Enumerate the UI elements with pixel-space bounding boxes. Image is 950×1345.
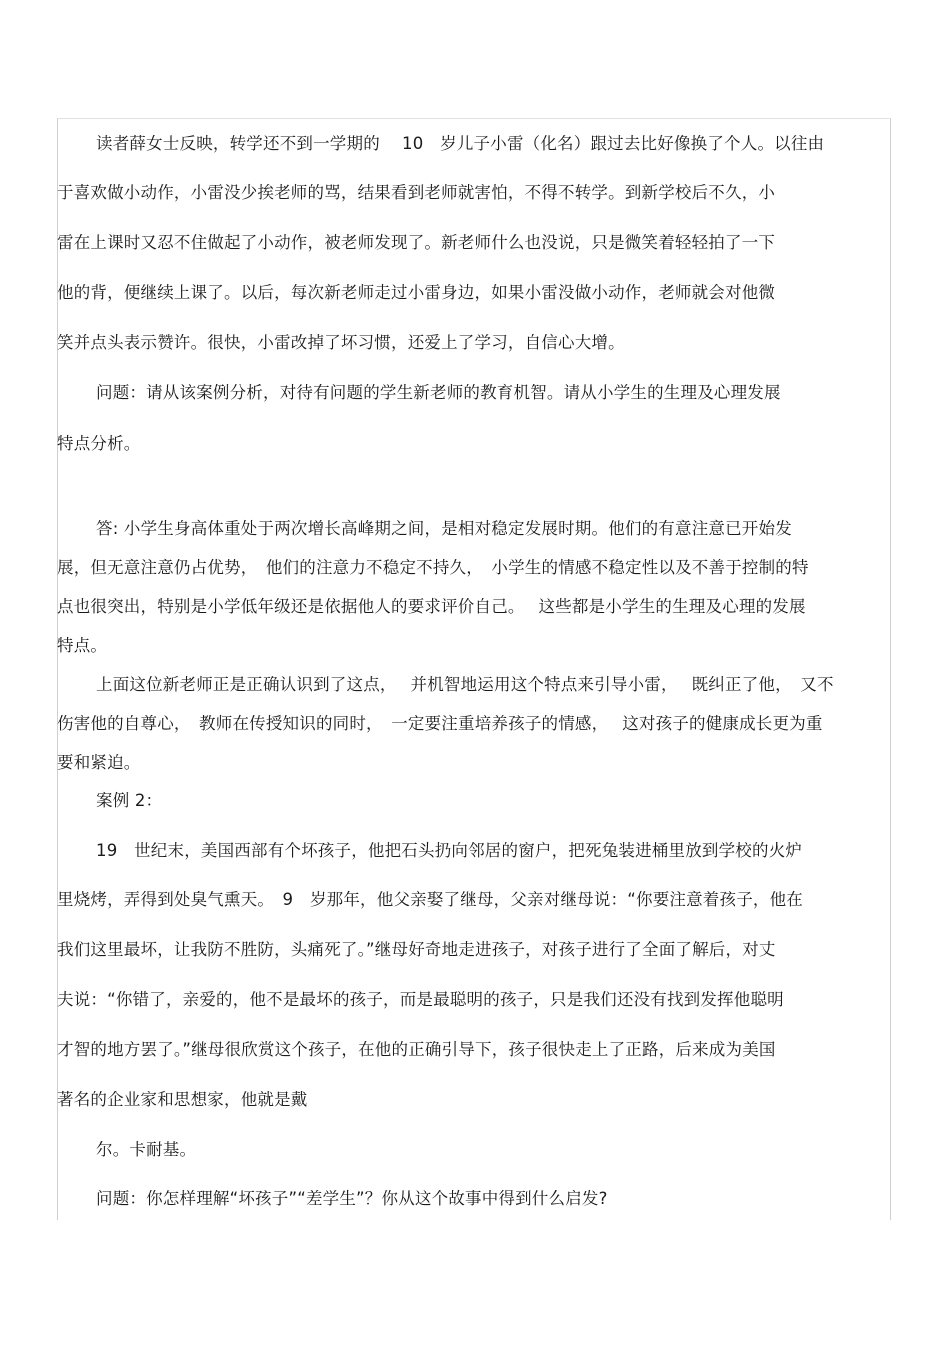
text-line: 里烧烤，弄得到处臭气熏天。 9 岁那年，他父亲娶了继母，父亲对继母说：“你要注意着孩子，他在 [57, 890, 803, 909]
text-line: 才智的地方罢了。”继母很欣赏这个孩子，在他的正确引导下，孩子很快走上了正路，后来成为美国 [57, 1040, 776, 1059]
text-line: 19 世纪末，美国西部有个坏孩子，他把石头扔向邻居的窗户，把死兔装进桶里放到学校的火炉 [96, 841, 803, 860]
text-line: 特点。 [57, 636, 108, 655]
text-line: 要和紧迫。 [57, 753, 141, 772]
text-line: 点也很突出，特别是小学低年级还是依据他人的要求评价自己。 这些都是小学生的生理及心理的发展 [57, 597, 806, 616]
text-line: 著名的企业家和思想家，他就是戴 [57, 1090, 308, 1109]
text-line: 上面这位新老师正是正确认识到了这点， 并机智地运用这个特点来引导小雷， 既纠正了他， 又不 [96, 675, 834, 694]
case-2-heading: 案例 2： [96, 791, 163, 810]
text-line: 特点分析。 [57, 434, 141, 453]
question-2: 问题：你怎样理解“坏孩子”“差学生”？你从这个故事中得到什么启发? [96, 1189, 608, 1208]
text-line: 读者薛女士反映，转学还不到一学期的 10 岁儿子小雷（化名）跟过去比好像换了个人。以往由 [96, 134, 825, 153]
text-line: 于喜欢做小动作，小雷没少挨老师的骂，结果看到老师就害怕，不得不转学。到新学校后不久，小 [57, 183, 776, 202]
text-line: 伤害他的自尊心， 教师在传授知识的同时， 一定要注重培养孩子的情感， 这对孩子的健康成长更为重 [57, 714, 823, 733]
text-line: 夫说：“你错了，亲爱的，他不是最坏的孩子，而是最聪明的孩子，只是我们还没有找到发挥他聪明 [57, 990, 784, 1009]
text-line: 我们这里最坏，让我防不胜防，头痛死了。”继母好奇地走进孩子，对孩子进行了全面了解后，对丈 [57, 940, 776, 959]
text-line: 笑并点头表示赞许。很快，小雷改掉了坏习惯，还爱上了学习，自信心大增。 [57, 333, 625, 352]
text-line: 雷在上课时又忍不住做起了小动作，被老师发现了。新老师什么也没说，只是微笑着轻轻拍了一下 [57, 233, 776, 252]
question-1: 问题：请从该案例分析，对待有问题的学生新老师的教育机智。请从小学生的生理及心理发展 [96, 383, 781, 402]
text-line: 他的背，便继续上课了。以后，每次新老师走过小雷身边，如果小雷没做小动作，老师就会对他微 [57, 283, 776, 302]
text-line: 尔。卡耐基。 [96, 1140, 197, 1159]
answer-1: 答: 小学生身高体重处于两次增长高峰期之间，是相对稳定发展时期。他们的有意注意已开始发 [96, 519, 792, 538]
text-line: 展，但无意注意仍占优势， 他们的注意力不稳定不持久， 小学生的情感不稳定性以及不善于控制的特 [57, 558, 809, 577]
